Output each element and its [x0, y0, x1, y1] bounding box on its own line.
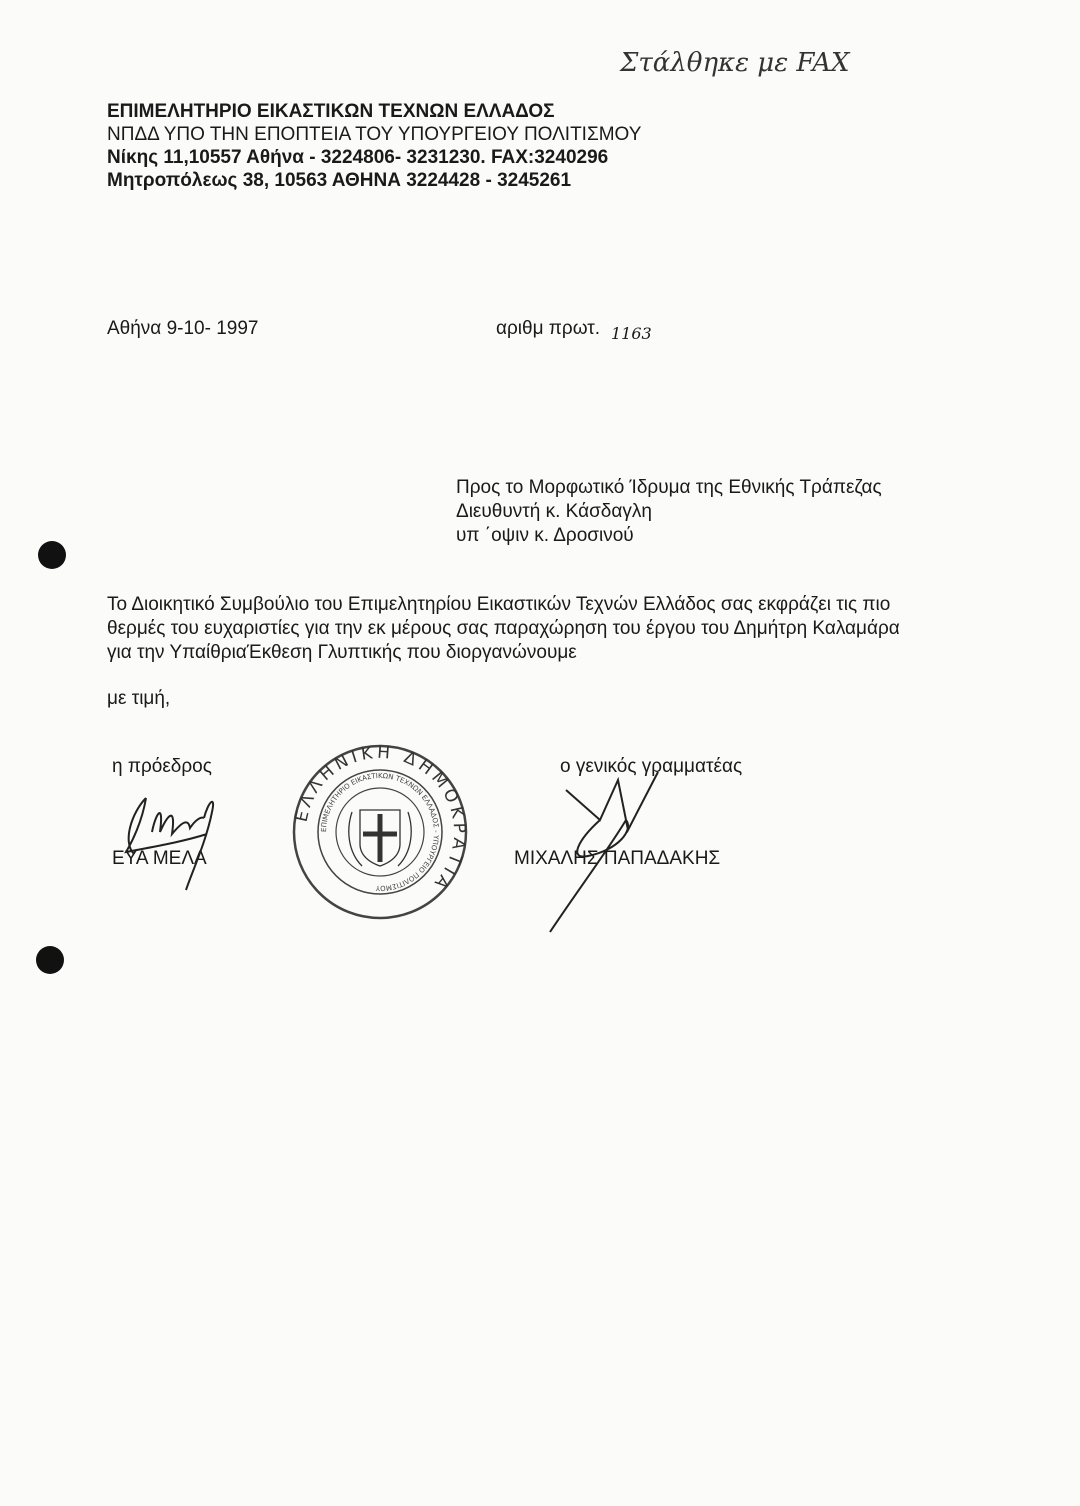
svg-text:ΕΠΙΜΕΛΗΤΗΡΙΟ ΕΙΚΑΣΤΙΚΩΝ ΤΕΧΝΩΝ: ΕΠΙΜΕΛΗΤΗΡΙΟ ΕΙΚΑΣΤΙΚΩΝ ΤΕΧΝΩΝ ΕΛΛΑΔΟΣ - ΥΠΟΥΡΓΕΙΟ ΠΟΛΙΤΙΣΜΟΥ	[319, 771, 441, 893]
letterhead-address-1: Νίκης 11,10557 Αθήνα - 3224806- 3231230. FAX:3240296	[107, 147, 609, 168]
protocol-label: αριθμ πρωτ.	[496, 318, 601, 339]
president-name: ΕΥΑ ΜΕΛΑ	[112, 848, 207, 869]
letter-body	[107, 593, 900, 665]
protocol-number: 1163	[611, 324, 652, 343]
recipient-line-2: Διευθυντή κ. Κάσδαγλη	[456, 501, 652, 522]
president-title: η πρόεδρος	[112, 756, 212, 777]
letter-date: Αθήνα 9-10- 1997	[107, 318, 259, 339]
secretary-signature	[538, 760, 678, 940]
recipient-block	[456, 476, 882, 548]
body-line-3: για την ΥπαίθριαΈκθεση Γλυπτικής που διοργανώνουμε	[107, 642, 577, 663]
punch-hole-bottom	[36, 946, 64, 974]
letterhead-org-name: ΕΠΙΜΕΛΗΤΗΡΙΟ ΕΙΚΑΣΤΙΚΩΝ ΤΕΧΝΩΝ ΕΛΛΑΔΟΣ	[107, 101, 555, 122]
handwritten-fax-note: Στάλθηκε με FAX	[620, 48, 850, 78]
body-line-2: θερμές του ευχαριστίες για την εκ μέρους σας παραχώρηση του έργου του Δημήτρη Καλαμάρα	[107, 618, 900, 639]
closing-salutation: με τιμή,	[107, 688, 171, 709]
letterhead-supervision: ΝΠΔΔ ΥΠΟ ΤΗΝ ΕΠΟΠΤΕΙΑ ΤΟΥ ΥΠΟΥΡΓΕΙΟΥ ΠΟΛΙΤΙΣΜΟΥ	[107, 124, 642, 145]
recipient-line-1: Προς το Μορφωτικό Ίδρυμα της Εθνικής Τράπεζας	[456, 477, 882, 498]
secretary-title: ο γενικός γραμματέας	[560, 756, 743, 777]
letterhead-address-2: Μητροπόλεως 38, 10563 ΑΘΗΝΑ 3224428 - 3245261	[107, 170, 572, 191]
punch-hole-top	[38, 541, 66, 569]
official-seal-stamp	[290, 742, 470, 922]
secretary-name: ΜΙΧΑΛΗΣ ΠΑΠΑΔΑΚΗΣ	[514, 848, 721, 869]
president-signature	[112, 772, 242, 892]
recipient-line-3: υπ ΄οψιν κ. Δροσινού	[456, 525, 634, 546]
body-line-1: Το Διοικητικό Συμβούλιο του Επιμελητηρίου Εικαστικών Τεχνών Ελλάδος σας εκφράζει τις πιο	[107, 594, 891, 615]
svg-text:ΕΛΛΗΝΙΚΗ ΔΗΜΟΚΡΑΤΙΑ: ΕΛΛΗΝΙΚΗ ΔΗΜΟΚΡΑΤΙΑ	[291, 742, 470, 896]
letterhead	[107, 100, 641, 192]
